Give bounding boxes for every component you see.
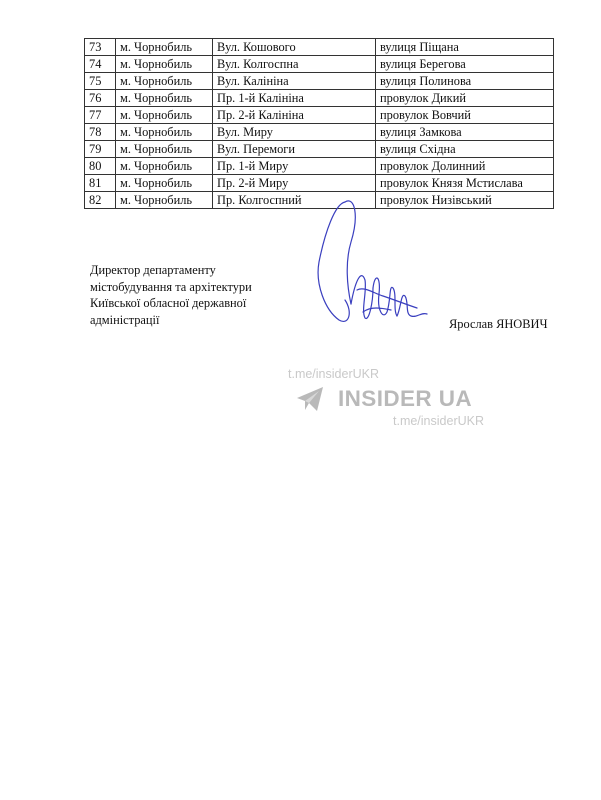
city-cell: м. Чорнобиль	[116, 158, 213, 175]
old-name-cell: Вул. Калініна	[213, 73, 376, 90]
table-row	[85, 107, 554, 124]
signatory-title-line: Директор департаменту	[90, 263, 216, 277]
row-number: 77	[85, 107, 116, 124]
city-cell: м. Чорнобиль	[116, 141, 213, 158]
old-name-cell: Пр. 2-й Миру	[213, 175, 376, 192]
new-name-cell: провулок Долинний	[376, 158, 554, 175]
new-name-cell: провулок Дикий	[376, 90, 554, 107]
row-number: 80	[85, 158, 116, 175]
watermark-brand-text: INSIDER UA	[338, 386, 473, 411]
new-name-cell: вулиця Полинова	[376, 73, 554, 90]
handwritten-signature	[305, 192, 435, 337]
row-number: 73	[85, 39, 116, 56]
table-row	[85, 39, 554, 56]
new-name-cell: вулиця Берегова	[376, 56, 554, 73]
old-name-cell: Вул. Миру	[213, 124, 376, 141]
row-number: 82	[85, 192, 116, 209]
row-number: 78	[85, 124, 116, 141]
table-row	[85, 73, 554, 90]
telegram-plane-icon	[296, 386, 324, 412]
new-name-cell: вулиця Східна	[376, 141, 554, 158]
new-name-cell: провулок Низівський	[376, 192, 554, 209]
row-number: 81	[85, 175, 116, 192]
city-cell: м. Чорнобиль	[116, 124, 213, 141]
row-number: 75	[85, 73, 116, 90]
signatory-title-line: містобудування та архітектури	[90, 279, 252, 294]
new-name-cell: провулок Князя Мстислава	[376, 175, 554, 192]
watermark-link: t.me/insiderUKR	[288, 367, 379, 381]
table-row	[85, 124, 554, 141]
signatory-name: Ярослав ЯНОВИЧ	[449, 317, 548, 331]
old-name-cell: Пр. Колгоспний	[213, 192, 376, 209]
old-name-cell: Вул. Перемоги	[213, 141, 376, 158]
signatory-title	[90, 262, 252, 328]
street-rename-table	[84, 38, 554, 209]
old-name-cell: Пр. 1-й Калініна	[213, 90, 376, 107]
new-name-cell: вулиця Замкова	[376, 124, 554, 141]
old-name-cell: Пр. 1-й Миру	[213, 158, 376, 175]
old-name-cell: Вул. Кошового	[213, 39, 376, 56]
watermark-brand	[296, 386, 472, 412]
city-cell: м. Чорнобиль	[116, 175, 213, 192]
city-cell: м. Чорнобиль	[116, 39, 213, 56]
row-number: 79	[85, 141, 116, 158]
table-row	[85, 141, 554, 158]
old-name-cell: Пр. 2-й Калініна	[213, 107, 376, 124]
old-name-cell: Вул. Колгоспна	[213, 56, 376, 73]
row-number: 76	[85, 90, 116, 107]
city-cell: м. Чорнобиль	[116, 192, 213, 209]
table-row	[85, 175, 554, 192]
row-number: 74	[85, 56, 116, 73]
signatory-title-line: адміністрації	[90, 312, 160, 327]
new-name-cell: вулиця Піщана	[376, 39, 554, 56]
signatory-title-line: Київської обласної державної	[90, 296, 247, 310]
city-cell: м. Чорнобиль	[116, 107, 213, 124]
new-name-cell: провулок Вовчий	[376, 107, 554, 124]
city-cell: м. Чорнобиль	[116, 90, 213, 107]
table-row	[85, 158, 554, 175]
table-row	[85, 90, 554, 107]
city-cell: м. Чорнобиль	[116, 73, 213, 90]
watermark-link: t.me/insiderUKR	[393, 414, 484, 428]
city-cell: м. Чорнобиль	[116, 56, 213, 73]
table-row	[85, 56, 554, 73]
